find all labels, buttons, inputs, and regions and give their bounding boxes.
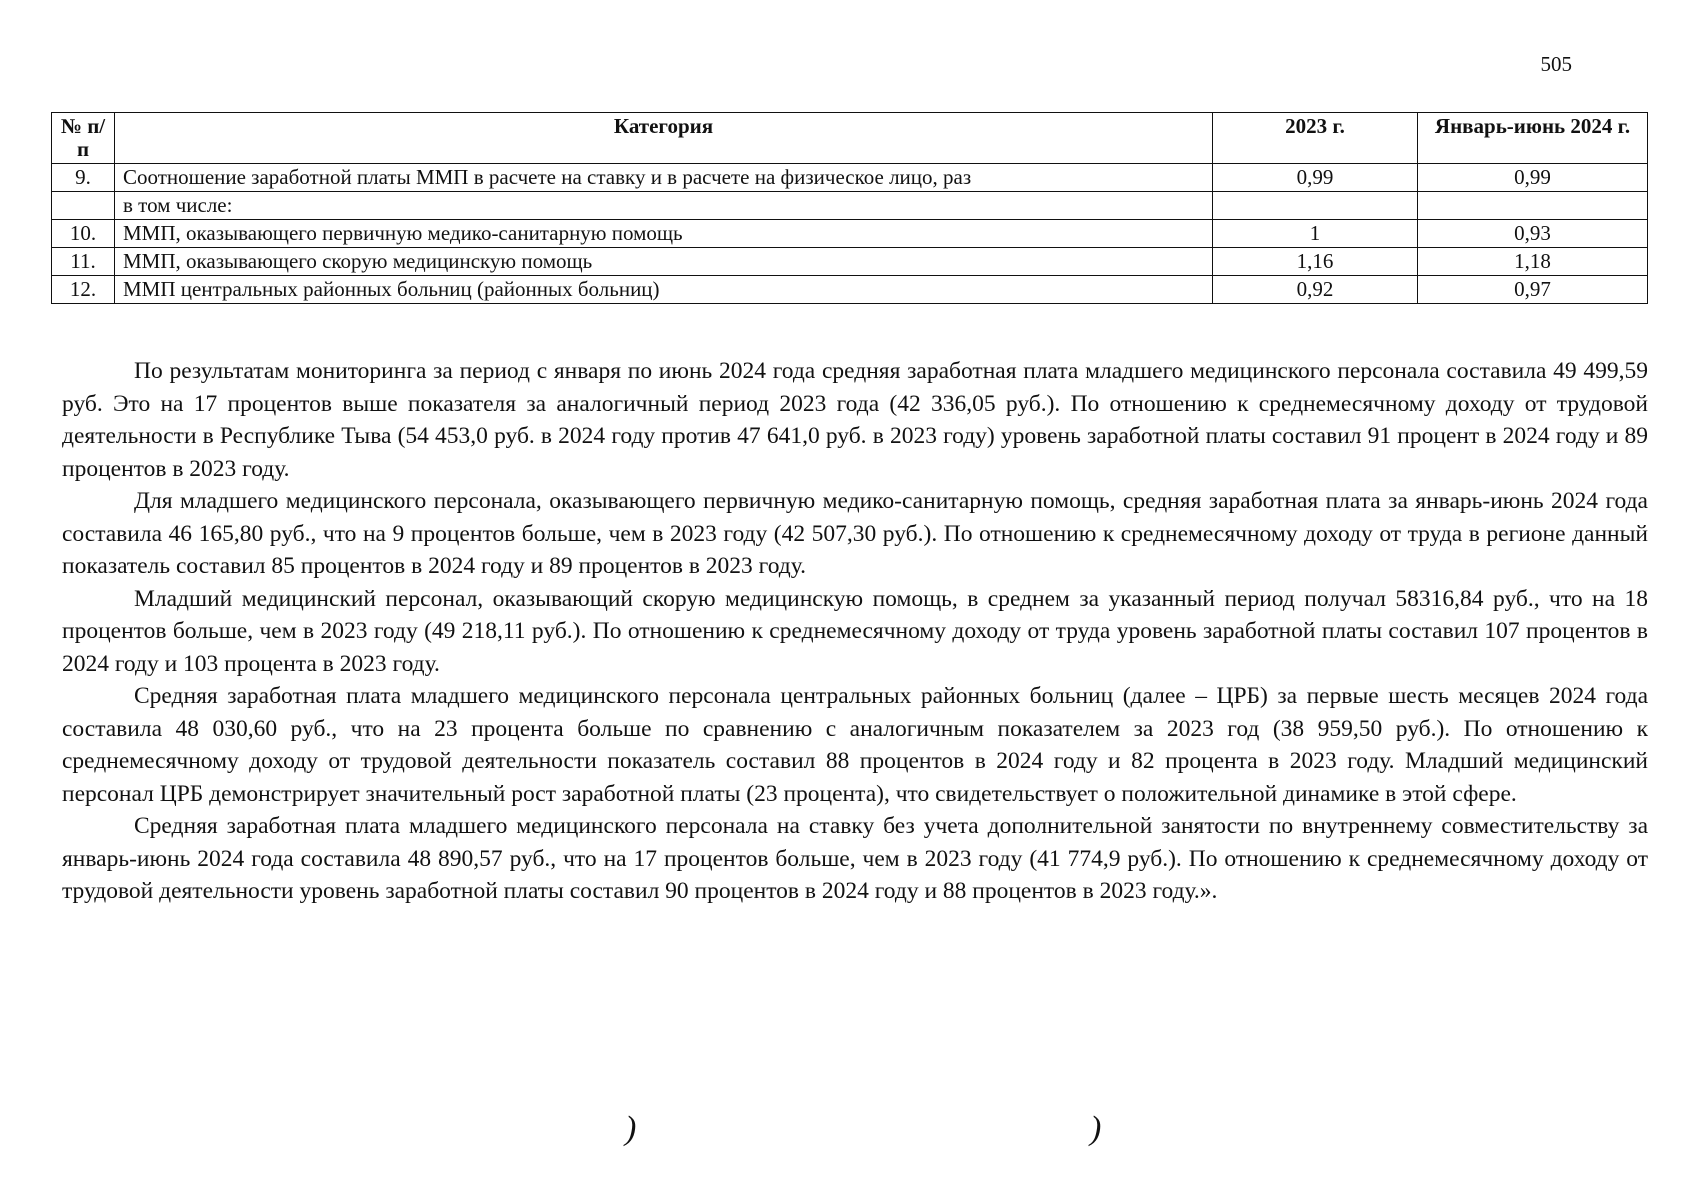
row-num: 10. bbox=[52, 220, 115, 248]
row-value-2023: 0,99 bbox=[1213, 164, 1418, 192]
row-category: ММП центральных районных больниц (районных больниц) bbox=[115, 276, 1213, 304]
row-value-2024: 0,93 bbox=[1418, 220, 1648, 248]
header-2023: 2023 г. bbox=[1213, 113, 1418, 164]
table-row bbox=[52, 164, 1648, 192]
row-num: 9. bbox=[52, 164, 115, 192]
signature-mark-left: ) bbox=[625, 1110, 637, 1147]
table-header-row bbox=[52, 113, 1648, 164]
page-number: 505 bbox=[1540, 52, 1572, 76]
paragraph: Младший медицинский персонал, оказывающий скорую медицинскую помощь, в среднем за указанный период получал 58316,84 руб., что на 18 процентов больше, чем в 2023 году (49 218,11 руб.). По отношению к среднемесячному доходу от труда уровень заработной платы составил 107 процентов в 2024 году и 103 процента в 2023 году. bbox=[62, 585, 1648, 677]
paragraph: Средняя заработная плата младшего медицинского персонала на ставку без учета дополнительной занятости по внутреннему совместительству за январь-июнь 2024 года составила 48 890,57 руб., что на 17 процентов больше, чем в 2023 году (41 774,9 руб.). По отношению к среднемесячному доходу от трудовой деятельности уровень заработной платы составил 90 процентов в 2024 году и 88 процентов в 2023 году.». bbox=[62, 813, 1648, 904]
row-category: ММП, оказывающего скорую медицинскую помощь bbox=[115, 248, 1213, 276]
table-row bbox=[52, 192, 1648, 220]
data-table bbox=[51, 112, 1648, 304]
row-value-2023 bbox=[1213, 192, 1418, 220]
header-category: Категория bbox=[115, 113, 1213, 164]
row-value-2024: 0,97 bbox=[1418, 276, 1648, 304]
table-row bbox=[52, 248, 1648, 276]
row-category: Соотношение заработной платы ММП в расчете на ставку и в расчете на физическое лицо, раз bbox=[115, 164, 1213, 192]
signature-mark-right: ) bbox=[1090, 1110, 1102, 1147]
paragraph: Для младшего медицинского персонала, оказывающего первичную медико-санитарную помощь, средняя заработная плата за январь-июнь 2024 года составила 46 165,80 руб., что на 9 процентов больше, чем в 2023 году (42 507,30 руб.). По отношению к среднемесячному доходу от труда в регионе данный показатель составил 85 процентов в 2024 году и 89 процентов в 2023 году. bbox=[62, 488, 1648, 579]
row-value-2024 bbox=[1418, 192, 1648, 220]
row-category: ММП, оказывающего первичную медико-санитарную помощь bbox=[115, 220, 1213, 248]
row-num: 12. bbox=[52, 276, 115, 304]
row-value-2023: 0,92 bbox=[1213, 276, 1418, 304]
paragraph: Средняя заработная плата младшего медицинского персонала центральных районных больниц (далее – ЦРБ) за первые шесть месяцев 2024 года составила 48 030,60 руб., что на 23 процента больше по сравнению с аналогичным показателем за 2023 год (38 959,50 руб.). По отношению к среднемесячному доходу от трудовой деятельности показатель составил 88 процентов в 2024 году и 82 процента в 2023 году. Младший медицинский персонал ЦРБ демонстрирует значительный рост заработной платы (23 процента), что свидетельствует о положительной динамике в этой сфере. bbox=[62, 683, 1648, 807]
row-value-2024: 0,99 bbox=[1418, 164, 1648, 192]
row-value-2023: 1,16 bbox=[1213, 248, 1418, 276]
paragraph: По результатам мониторинга за период с января по июнь 2024 года средняя заработная плата младшего медицинского персонала составила 49 499,59 руб. Это на 17 процентов выше показателя за аналогичный период 2023 года (42 336,05 руб.). По отношению к среднемесячному доходу от трудовой деятельности в Республике Тыва (54 453,0 руб. в 2024 году против 47 641,0 руб. в 2023 году) уровень заработной платы составил 91 процент в 2024 году и 89 процентов в 2023 году. bbox=[62, 358, 1648, 482]
row-num: 11. bbox=[52, 248, 115, 276]
row-value-2023: 1 bbox=[1213, 220, 1418, 248]
body-text bbox=[62, 355, 1648, 908]
header-2024: Январь-июнь 2024 г. bbox=[1418, 113, 1648, 164]
table-row bbox=[52, 220, 1648, 248]
row-category: в том числе: bbox=[115, 192, 1213, 220]
row-num bbox=[52, 192, 115, 220]
table-row bbox=[52, 276, 1648, 304]
header-num: № п/п bbox=[52, 113, 115, 164]
row-value-2024: 1,18 bbox=[1418, 248, 1648, 276]
